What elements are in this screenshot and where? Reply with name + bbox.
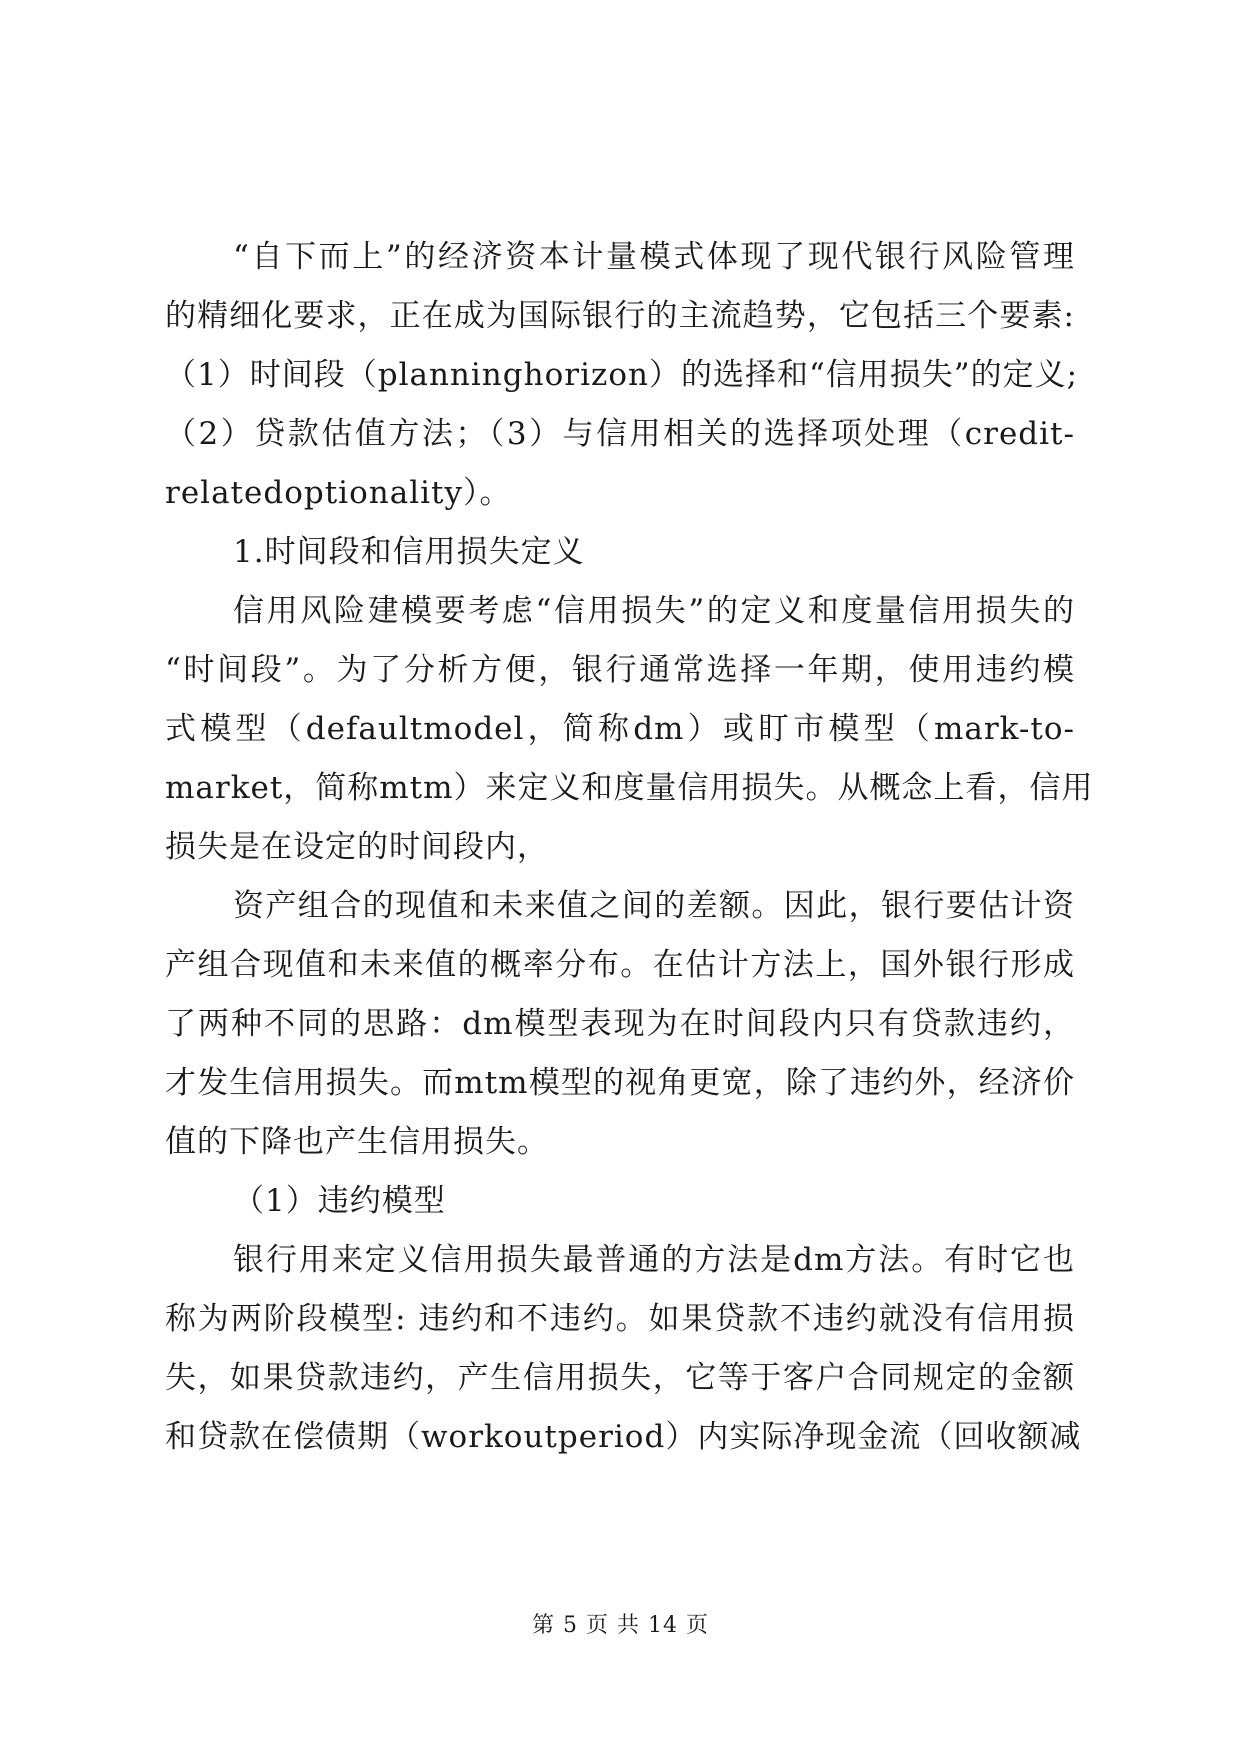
paragraph-line: 失，如果贷款违约，产生信用损失，它等于客户合同规定的金额 [165, 1360, 1075, 1396]
section-heading: 1.时间段和信用损失定义 [233, 534, 585, 570]
paragraph-line: 银行用来定义信用损失最普通的方法是dm方法。有时它也 [233, 1242, 1075, 1278]
paragraph-line: 称为两阶段模型: 违约和不违约。如果贷款不违约就没有信用损 [165, 1301, 1075, 1337]
paragraph-line: 了两种不同的思路：dm模型表现为在时间段内只有贷款违约， [165, 1006, 1075, 1042]
paragraph-line: 值的下降也产生信用损失。 [165, 1124, 549, 1160]
paragraph-line: 和贷款在偿债期（workoutperiod）内实际净现金流（回收额减 [165, 1419, 1082, 1455]
paragraph-line: （2）贷款估值方法；（3）与信用相关的选择项处理（credit- [165, 416, 1075, 452]
paragraph-line: 式模型（defaultmodel，简称dm）或盯市模型（mark-to- [165, 711, 1075, 747]
paragraph-line: relatedoptionality）。 [165, 475, 512, 511]
paragraph-line: market，简称mtm）来定义和度量信用损失。从概念上看，信用 [165, 770, 1094, 806]
section-heading: （1）违约模型 [233, 1183, 446, 1219]
body-text [165, 228, 1094, 1467]
paragraph-line: 损失是在设定的时间段内， [165, 829, 549, 865]
paragraph-line: 的精细化要求，正在成为国际银行的主流趋势，它包括三个要素: [165, 298, 1075, 334]
page-number-footer: 第 5 页 共 14 页 [532, 1613, 709, 1638]
paragraph-line: 产组合现值和未来值的概率分布。在估计方法上，国外银行形成 [165, 947, 1075, 983]
paragraph-line: 信用风险建模要考虑“信用损失”的定义和度量信用损失的 [233, 593, 1075, 629]
paragraph-line: “自下而上”的经济资本计量模式体现了现代银行风险管理 [233, 239, 1075, 275]
paragraph-line: 资产组合的现值和未来值之间的差额。因此，银行要估计资 [233, 888, 1075, 924]
paragraph-line: “时间段”。为了分析方便，银行通常选择一年期，使用违约模 [165, 652, 1075, 688]
paragraph-line: 才发生信用损失。而mtm模型的视角更宽，除了违约外，经济价 [165, 1065, 1075, 1101]
paragraph-line: （1）时间段（planninghorizon）的选择和“信用损失”的定义; [165, 357, 1079, 393]
